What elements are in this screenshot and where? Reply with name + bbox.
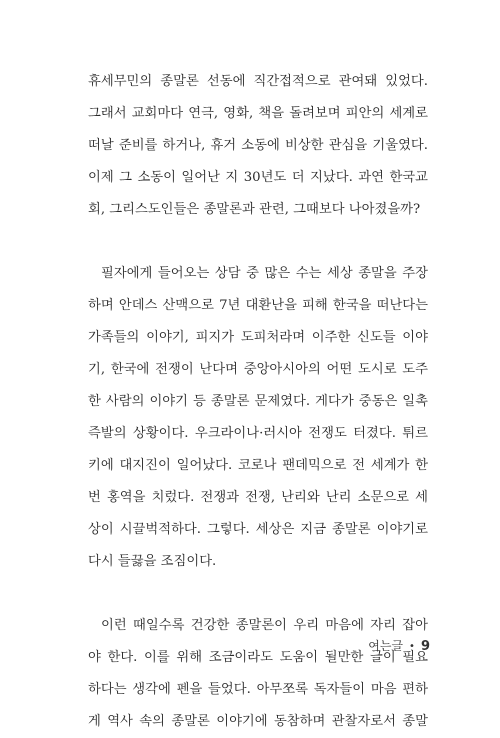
text-line: 떠날 준비를 하거나, 휴거 소동에 비상한 관심을 기울였다. (88, 138, 428, 153)
paragraph-1 (88, 66, 428, 226)
text-line: 그래서 교회마다 연극, 영화, 책을 돌려보며 피안의 세계로 (88, 106, 428, 121)
text-line: 한 사람의 이야기 등 종말론 문제였다. 게다가 중동은 일촉 (88, 394, 428, 409)
text-line: 이런 때일수록 건강한 종말론이 우리 마음에 자리 잡아 (101, 618, 428, 633)
text-line: 회, 그리스도인들은 종말론과 관련, 그때보다 나아졌을까? (88, 202, 421, 217)
text-line: 하다는 생각에 펜을 들었다. 아무쪼록 독자들이 마음 편하 (88, 682, 428, 697)
page-number: 9 (420, 639, 430, 654)
text-line: 기, 한국에 전쟁이 난다며 중앙아시아의 어떤 도시로 도주 (88, 362, 428, 377)
paragraph-3 (88, 610, 428, 738)
text-line: 상이 시끌벅적하다. 그렇다. 세상은 지금 종말론 이야기로 (88, 522, 428, 537)
running-head: 여는글 (368, 639, 404, 653)
text-line: 번 홍역을 치렀다. 전쟁과 전쟁, 난리와 난리 소문으로 세 (88, 490, 428, 505)
text-line: 필자에게 들어오는 상담 중 많은 수는 세상 종말을 주장 (101, 266, 428, 281)
text-line: 휴세무민의 종말론 선동에 직간접적으로 관여돼 있었다. (88, 74, 428, 89)
text-line: 즉발의 상황이다. 우크라이나·러시아 전쟁도 터졌다. 튀르 (88, 426, 428, 441)
text-line: 가족들의 이야기, 피지가 도피처라며 이주한 신도들 이야 (88, 330, 428, 345)
text-line: 이제 그 소동이 일어난 지 30년도 더 지났다. 과연 한국교 (88, 170, 428, 185)
text-line: 다시 들끓을 조짐이다. (88, 554, 217, 569)
text-line: 하며 안데스 산맥으로 7년 대환난을 피해 한국을 떠난다는 (88, 298, 428, 313)
text-line: 야 한다. 이를 위해 조금이라도 도움이 될만한 글이 필요 (88, 650, 428, 665)
bullet-separator: • (409, 641, 415, 652)
paragraph-2 (88, 258, 428, 578)
text-line: 키에 대지진이 일어났다. 코로나 팬데믹으로 전 세계가 한 (88, 458, 428, 473)
text-line: 게 역사 속의 종말론 이야기에 동참하며 관찰자로서 종말 (88, 714, 428, 729)
page-footer (368, 636, 430, 654)
